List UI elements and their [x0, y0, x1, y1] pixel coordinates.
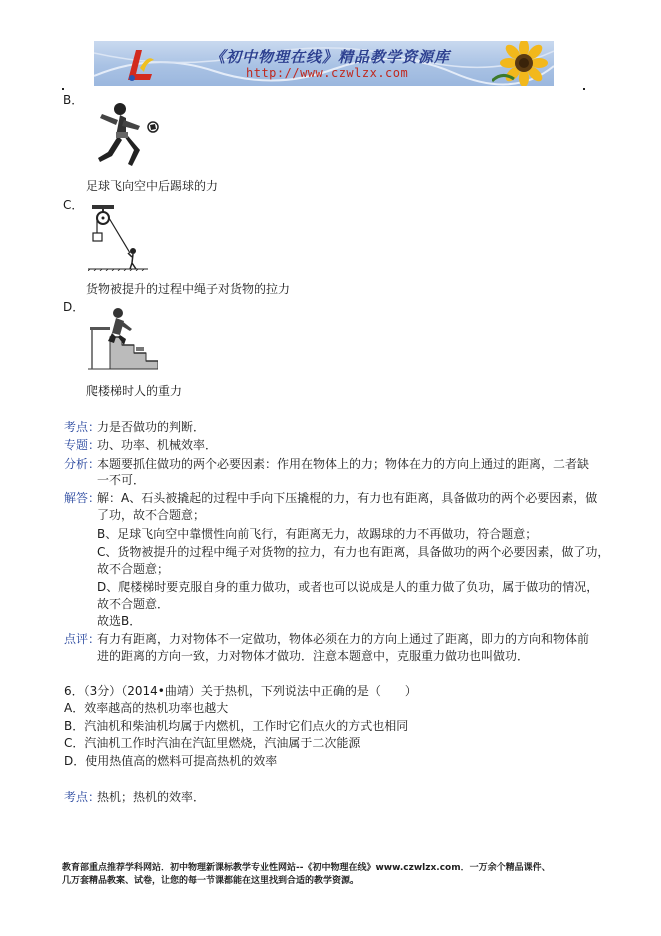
dianping-label: 点评：	[64, 632, 101, 646]
fenxi-line: 本题要抓住做功的两个必要因素：作用在物体上的力；物体在力的方向上通过的距离，二者缺	[97, 457, 590, 471]
stair-climber-icon	[88, 307, 158, 375]
jieda-label: 解答：	[64, 491, 101, 505]
jieda-line: B、足球飞向空中靠惯性向前飞行，有距离无力，故踢球的力不再做功，符合题意；	[97, 527, 538, 541]
pulley-icon	[88, 203, 148, 271]
zhuanti-label: 专题：	[64, 438, 101, 452]
jieda-line: 故不合题意；	[97, 562, 170, 576]
footer-line: 几万套精品教案、试卷，让您的每一节课都能在这里找到合适的教学资源。	[62, 876, 360, 886]
header-banner	[94, 41, 554, 86]
jieda-line: 故不合题意．	[97, 597, 170, 611]
option-letter: D．	[63, 300, 85, 314]
dianping-line: 进的距离的方向一致，力对物体才做功．注意本题意中，克服重力做功也叫做功．	[97, 649, 530, 663]
kaodian-text: 力是否做功的判断．	[97, 420, 206, 434]
option-letter: B．	[63, 93, 84, 107]
banner-url[interactable]: http://www.czwlzx.com	[246, 66, 409, 80]
question-6-option-c: C．汽油机工作时汽油在汽缸里燃烧，汽油属于二次能源	[64, 736, 361, 750]
site-logo-icon	[122, 44, 156, 84]
jieda-line: 解：A、石头被撬起的过程中手向下压撬棍的力，有力也有距离，具备做功的两个必要因素，做	[97, 491, 598, 505]
sunflower-icon	[492, 41, 554, 86]
jieda-line: 故选B．	[97, 614, 142, 628]
page-footer	[62, 862, 602, 888]
q6-kaodian-label: 考点：	[64, 790, 101, 804]
corner-mark	[583, 88, 585, 90]
banner-title: 《初中物理在线》精品教学资源库	[210, 48, 451, 66]
option-caption: 足球飞向空中后踢球的力	[86, 179, 219, 193]
corner-mark	[62, 88, 64, 90]
jieda-line: C、货物被提升的过程中绳子对货物的拉力，有力也有距离，具备做功的两个必要因素，做了功，	[97, 545, 610, 559]
fenxi-label: 分析：	[64, 457, 101, 471]
dianping-line: 有力有距离，力对物体不一定做功，物体必须在力的方向上通过了距离，即力的方向和物体前	[97, 632, 590, 646]
footer-line: 教育部重点推荐学科网站．初中物理新课标教学专业性网站--《初中物理在线》www.czwlzx.com．一万余个精品课件、	[62, 863, 551, 873]
question-6-stem: 6．（3分）（2014•曲靖）关于热机，下列说法中正确的是（ ）	[64, 684, 417, 698]
kaodian-label: 考点：	[64, 420, 101, 434]
option-caption: 货物被提升的过程中绳子对货物的拉力	[86, 282, 291, 296]
q6-kaodian-text: 热机；热机的效率．	[97, 790, 206, 804]
option-caption: 爬楼梯时人的重力	[86, 384, 183, 398]
fenxi-line: 一不可．	[97, 473, 146, 487]
jieda-line: 了功，故不合题意；	[97, 508, 206, 522]
football-player-icon	[92, 100, 164, 168]
zhuanti-text: 功、功率、机械效率．	[97, 438, 218, 452]
option-letter: C．	[63, 198, 84, 212]
jieda-line: D、爬楼梯时要克服自身的重力做功，或者也可以说成是人的重力做了负功，属于做功的情况，	[97, 580, 599, 594]
question-6-option-b: B．汽油机和柴油机均属于内燃机，工作时它们点火的方式也相同	[64, 719, 409, 733]
question-6-option-d: D．使用热值高的燃料可提高热机的效率	[64, 754, 278, 768]
question-6-option-a: A．效率越高的热机功率也越大	[64, 701, 229, 715]
